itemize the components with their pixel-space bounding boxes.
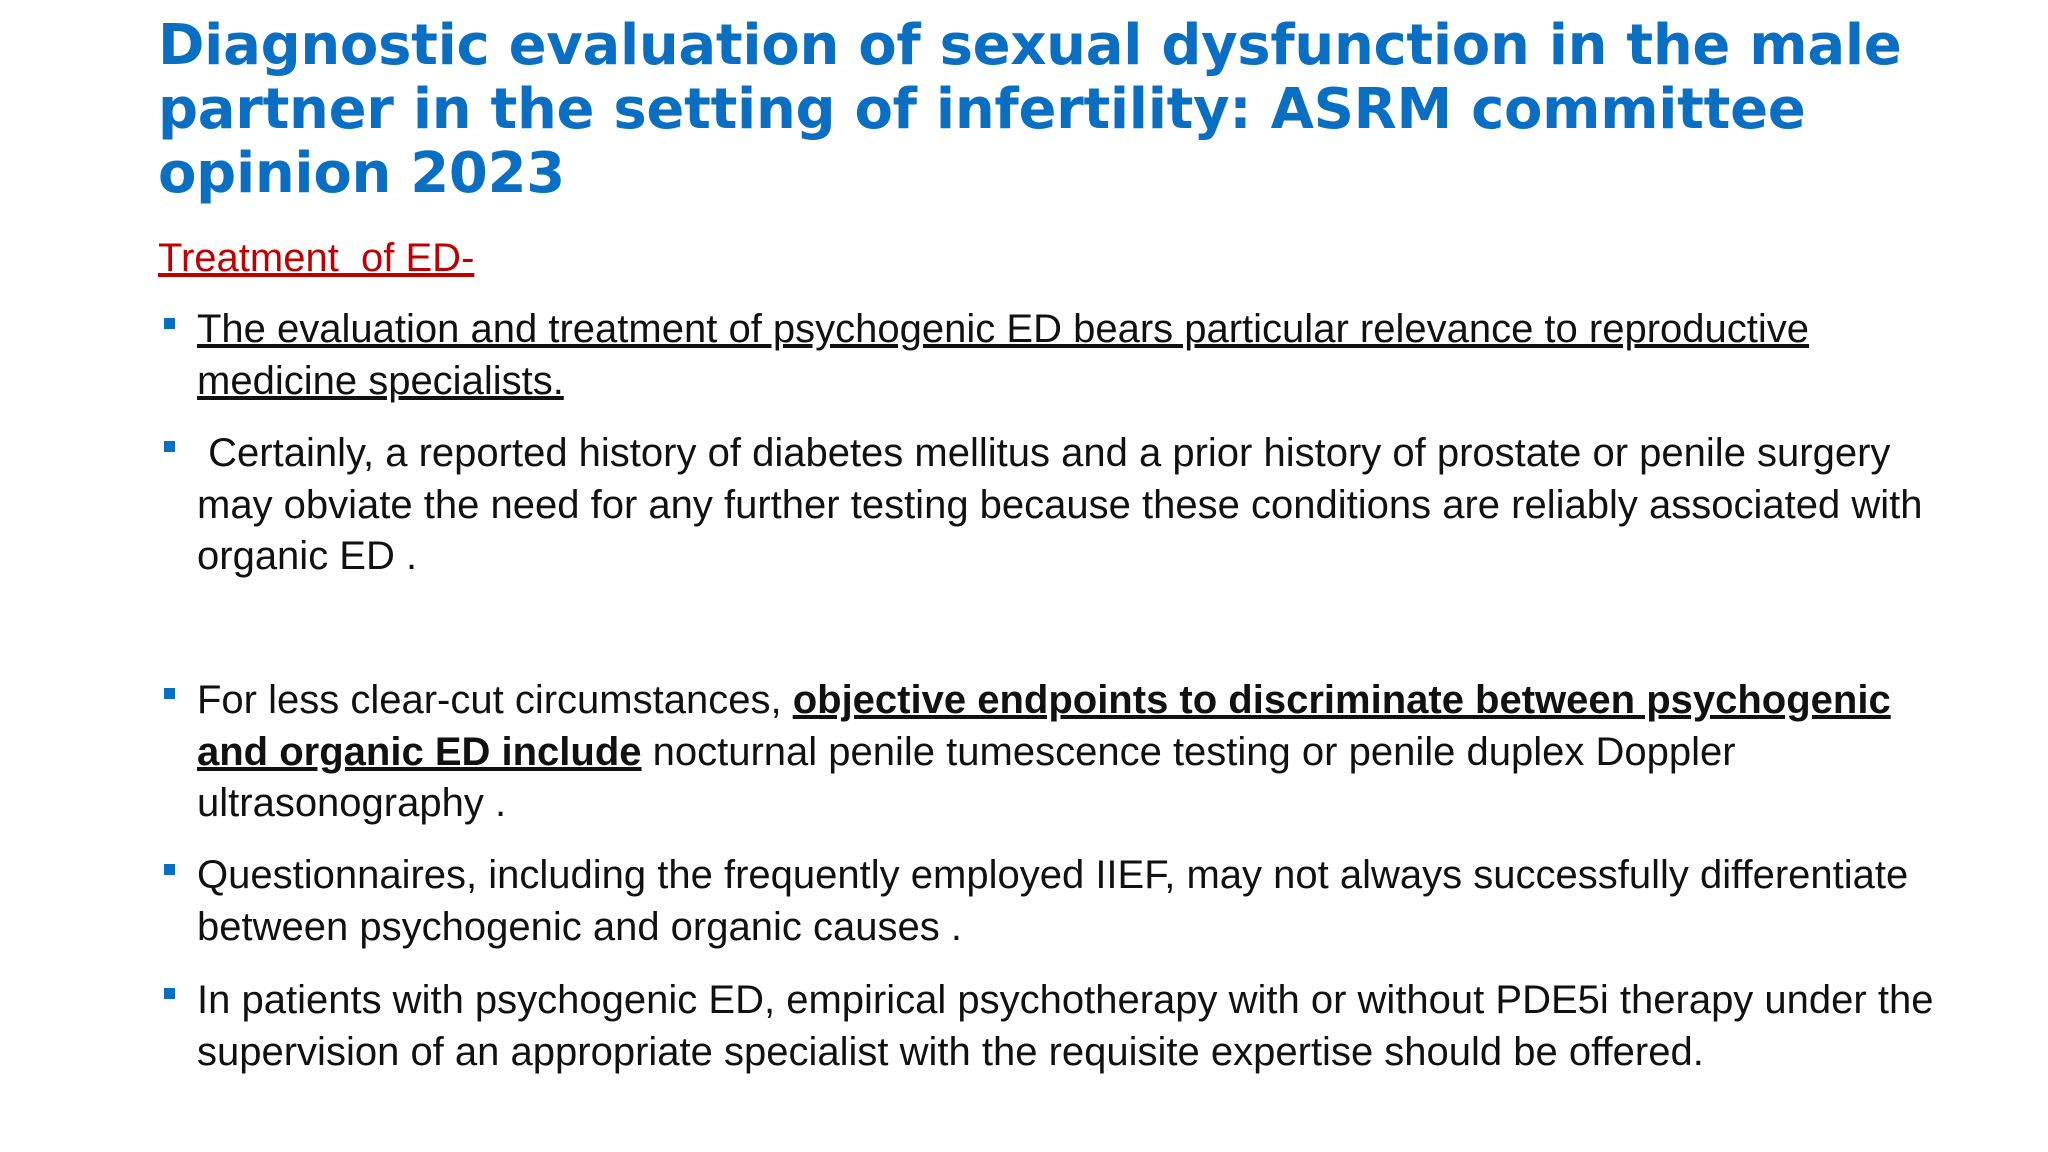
bullet-tail-text: nocturnal penile tumescence testing or penile duplex Doppler ultrasonography . (197, 729, 1736, 825)
square-bullet-icon (164, 318, 175, 329)
square-bullet-icon (164, 441, 175, 452)
slide-title: Diagnostic evaluation of sexual dysfunction in the male partner in the setting of infertility: ASRM committee opinion 2023 (158, 13, 1902, 206)
bullet-text: Questionnaires, including the frequently employed IIEF, may not always successfully differentiate between psychogenic and organic causes . (197, 853, 1909, 949)
bullet-text: The evaluation and treatment of psychogenic ED bears particular relevance to reproductive medicine specialists. (197, 307, 1810, 403)
bullet-text (197, 675, 1957, 830)
square-bullet-icon (164, 864, 175, 875)
square-bullet-icon (164, 688, 175, 699)
bullet-text: In patients with psychogenic ED, empirical psychotherapy with or without PDE5i therapy under the supervision of an appropriate specialist with the requisite expertise should be offered. (197, 978, 1934, 1074)
square-bullet-icon (164, 988, 175, 999)
section-heading: Treatment of ED- (158, 236, 475, 280)
bullet-text: Certainly, a reported history of diabetes mellitus and a prior history of prostate or penile surgery may obviate the need for any further testing because these conditions are reliably associated with organic ED . (197, 431, 1934, 578)
bullet-lead-text: For less clear-cut circumstances, (197, 678, 793, 722)
bullet-emphasis-text: objective endpoints to discriminate between psychogenic and organic ED include (197, 678, 1891, 774)
